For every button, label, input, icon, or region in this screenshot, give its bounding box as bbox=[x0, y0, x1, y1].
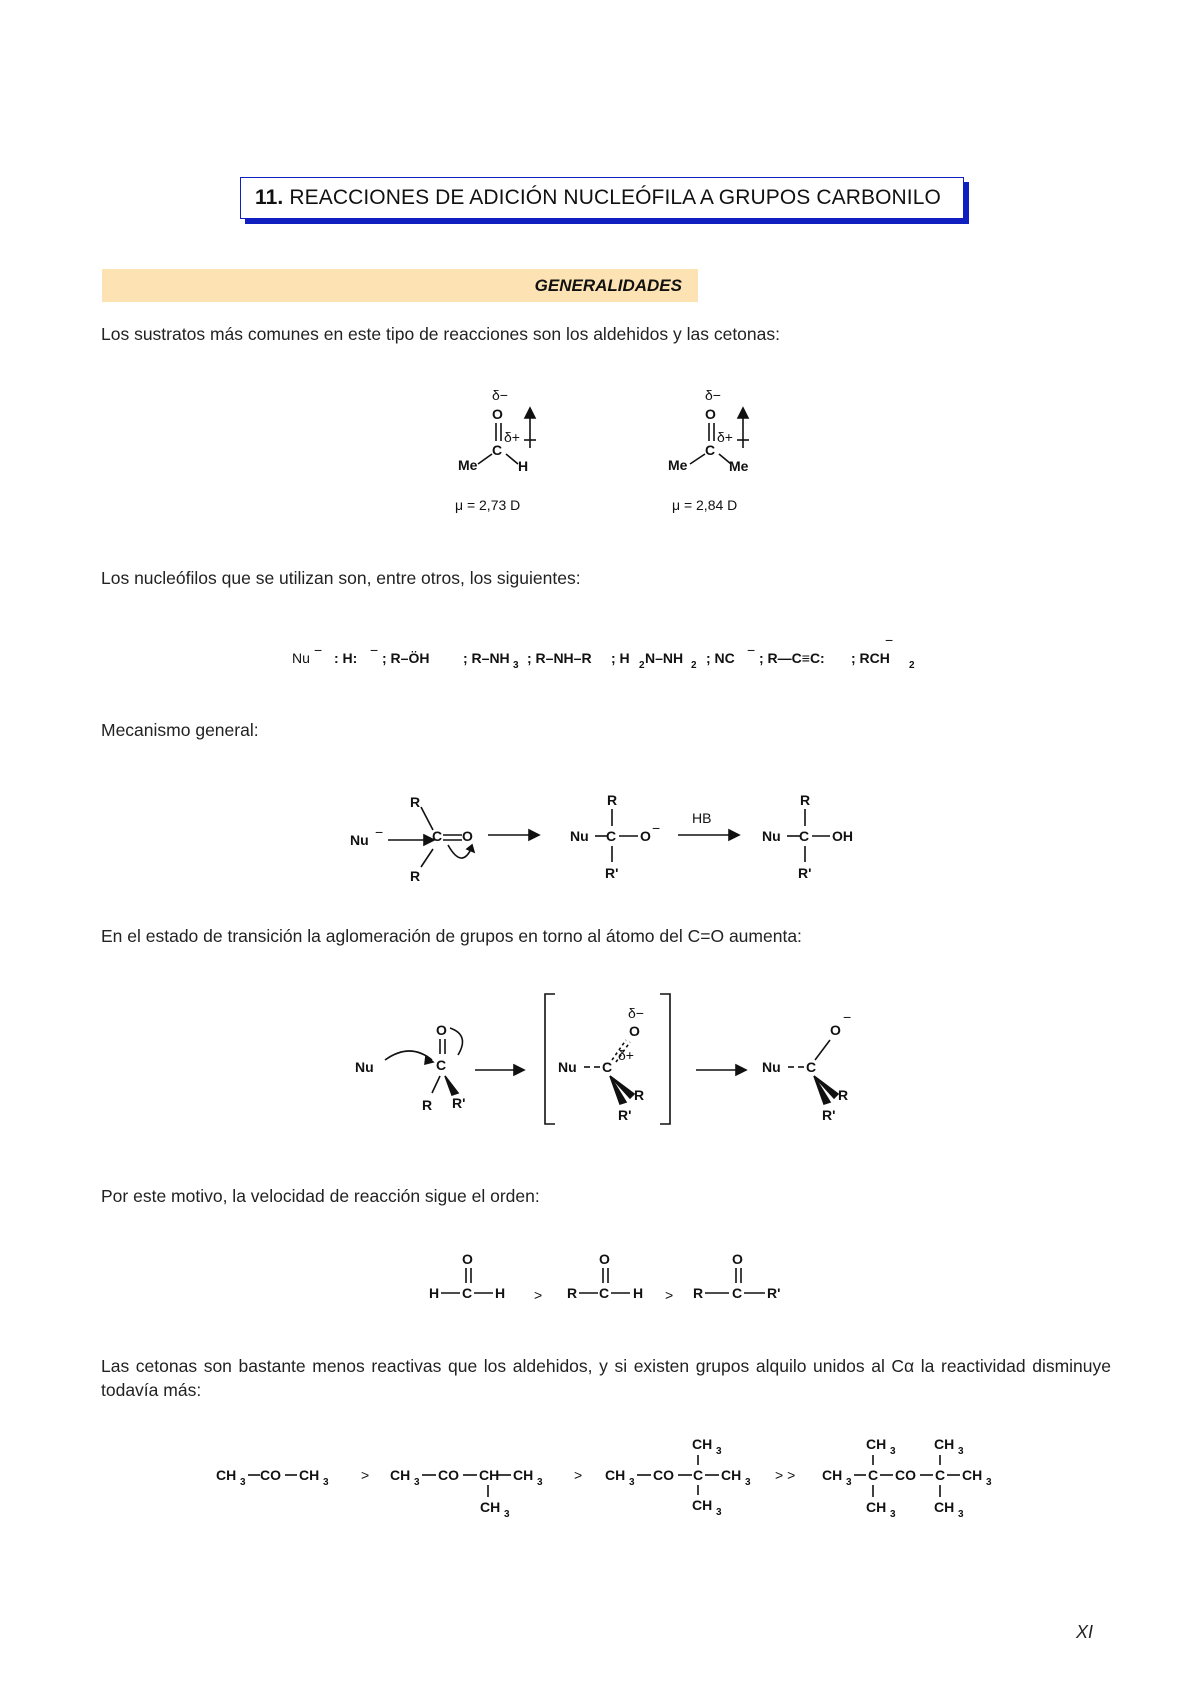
svg-text:3: 3 bbox=[716, 1446, 722, 1457]
oxygen-label: O bbox=[492, 406, 503, 422]
delta-minus-label: δ− bbox=[492, 387, 508, 403]
nucleophile-amine: ; R–NH bbox=[463, 650, 510, 666]
nucleophile-acetylide: ; R—C≡C: bbox=[759, 650, 825, 666]
paragraph-nucleophiles: Los nucleófilos que se utilizan son, entre otros, los siguientes: bbox=[101, 568, 581, 588]
svg-text:>: > bbox=[534, 1287, 543, 1303]
svg-text:3: 3 bbox=[513, 660, 519, 671]
aldehyde-ketone-order bbox=[0, 1245, 1200, 1305]
svg-text:CH: CH bbox=[299, 1467, 320, 1483]
svg-text:O: O bbox=[830, 1022, 841, 1038]
alkoxide-oxygen: O bbox=[640, 828, 651, 844]
nu-label: Nu bbox=[350, 832, 369, 848]
svg-text:3: 3 bbox=[958, 1446, 964, 1457]
section-heading bbox=[102, 269, 698, 302]
svg-text:CO: CO bbox=[895, 1467, 916, 1483]
svg-text:C: C bbox=[436, 1057, 447, 1073]
general-mechanism bbox=[0, 785, 1200, 885]
svg-text:R': R' bbox=[798, 865, 812, 881]
nucleophile-list bbox=[0, 632, 1200, 675]
dipole-moment: μ = 2,84 D bbox=[672, 497, 738, 513]
svg-text:2: 2 bbox=[639, 660, 645, 671]
ketone-reactivity-series bbox=[0, 1425, 1200, 1525]
svg-text:O: O bbox=[629, 1023, 640, 1039]
svg-text:δ−: δ− bbox=[628, 1005, 644, 1021]
right-substituent: Me bbox=[729, 458, 749, 474]
svg-text:CH: CH bbox=[692, 1436, 713, 1452]
svg-text:C: C bbox=[606, 828, 617, 844]
svg-text:>: > bbox=[574, 1467, 583, 1483]
svg-text:Nu: Nu bbox=[558, 1059, 577, 1075]
dipole-scheme bbox=[0, 380, 1200, 520]
svg-text:CH: CH bbox=[513, 1467, 534, 1483]
right-substituent: H bbox=[518, 458, 529, 474]
svg-text:CO: CO bbox=[653, 1467, 674, 1483]
svg-text:Nu: Nu bbox=[762, 1059, 781, 1075]
svg-text:2: 2 bbox=[909, 660, 915, 671]
svg-text:CH: CH bbox=[934, 1436, 955, 1452]
svg-text:CH: CH bbox=[962, 1467, 983, 1483]
svg-text:−: − bbox=[314, 642, 323, 658]
dipole-moment: μ = 2,73 D bbox=[455, 497, 521, 513]
nucleophile-hydride: : H: bbox=[334, 650, 358, 666]
svg-text:δ+: δ+ bbox=[618, 1047, 634, 1063]
svg-text:Nu: Nu bbox=[355, 1059, 374, 1075]
svg-text:−: − bbox=[652, 820, 661, 836]
page-number: XI bbox=[1076, 1622, 1094, 1642]
carbon-label: C bbox=[705, 442, 716, 458]
svg-text:3: 3 bbox=[846, 1477, 852, 1488]
nucleophile-hydrazine: N–NH bbox=[645, 650, 684, 666]
carbonyl-oxygen: O bbox=[462, 828, 473, 844]
svg-text:CH: CH bbox=[822, 1467, 843, 1483]
acid-label: HB bbox=[692, 810, 712, 826]
svg-text:C: C bbox=[868, 1467, 879, 1483]
svg-text:H: H bbox=[429, 1285, 440, 1301]
svg-text:R: R bbox=[607, 792, 618, 808]
svg-text:R: R bbox=[567, 1285, 578, 1301]
svg-text:CH: CH bbox=[721, 1467, 742, 1483]
svg-text:C: C bbox=[799, 828, 810, 844]
svg-text:CH: CH bbox=[605, 1467, 626, 1483]
svg-text:3: 3 bbox=[414, 1477, 420, 1488]
svg-text:R': R' bbox=[767, 1285, 781, 1301]
svg-text:−: − bbox=[843, 1009, 852, 1025]
svg-text:O: O bbox=[599, 1251, 610, 1267]
svg-text:CH: CH bbox=[934, 1499, 955, 1515]
section-heading-text: GENERALIDADES bbox=[534, 275, 682, 295]
nucleophile-carbanion: ; RCH bbox=[851, 650, 890, 666]
svg-text:−: − bbox=[885, 632, 894, 648]
svg-text:CH: CH bbox=[479, 1467, 500, 1483]
svg-text:CH: CH bbox=[390, 1467, 411, 1483]
svg-text:−: − bbox=[747, 642, 756, 658]
svg-text:−: − bbox=[370, 642, 379, 658]
svg-text:CH: CH bbox=[216, 1467, 237, 1483]
delta-plus-label: δ+ bbox=[717, 429, 733, 445]
left-substituent: Me bbox=[458, 457, 478, 473]
svg-text:H: H bbox=[495, 1285, 506, 1301]
svg-text:CH: CH bbox=[866, 1499, 887, 1515]
svg-text:C: C bbox=[602, 1059, 613, 1075]
chapter-title bbox=[240, 177, 964, 219]
svg-text:3: 3 bbox=[986, 1477, 992, 1488]
transition-state-scheme bbox=[0, 990, 1200, 1130]
svg-text:3: 3 bbox=[745, 1477, 751, 1488]
svg-text:R: R bbox=[634, 1087, 645, 1103]
svg-text:CH: CH bbox=[480, 1499, 501, 1515]
svg-text:2: 2 bbox=[691, 660, 697, 671]
left-substituent: Me bbox=[668, 457, 688, 473]
svg-text:−: − bbox=[375, 824, 384, 840]
svg-text:R': R' bbox=[618, 1107, 632, 1123]
svg-text:3: 3 bbox=[890, 1509, 896, 1520]
svg-text:O: O bbox=[462, 1251, 473, 1267]
nucleophile-alcohol: ; R–ÖH bbox=[382, 650, 430, 666]
svg-text:CO: CO bbox=[438, 1467, 459, 1483]
svg-text:R': R' bbox=[822, 1107, 836, 1123]
paragraph-ketones: Las cetonas son bastante menos reactivas que los aldehidos, y si existen grupos alquilo unidos al Cα la reactividad disminuye todavía más: bbox=[101, 1356, 1111, 1400]
svg-text:3: 3 bbox=[890, 1446, 896, 1457]
svg-text:C: C bbox=[732, 1285, 743, 1301]
carbon-label: C bbox=[492, 442, 503, 458]
svg-text:R: R bbox=[422, 1097, 433, 1113]
hydroxyl-label: OH bbox=[832, 828, 853, 844]
paragraph-rate-order: Por este motivo, la velocidad de reacción sigue el orden: bbox=[101, 1186, 540, 1206]
svg-text:Nu: Nu bbox=[570, 828, 589, 844]
delta-minus-label: δ− bbox=[705, 387, 721, 403]
paragraph-substrates: Los sustratos más comunes en este tipo de reacciones son los aldehidos y las cetonas: bbox=[101, 324, 780, 344]
svg-text:3: 3 bbox=[716, 1507, 722, 1518]
nucleophile-hydrazine-h: ; H bbox=[611, 650, 630, 666]
svg-text:3: 3 bbox=[629, 1477, 635, 1488]
aldehyde-dipole bbox=[455, 387, 536, 513]
svg-text:CH: CH bbox=[692, 1497, 713, 1513]
carbonyl-carbon: C bbox=[432, 828, 443, 844]
svg-text:R: R bbox=[693, 1285, 704, 1301]
svg-text:3: 3 bbox=[240, 1477, 246, 1488]
ketone-dipole bbox=[668, 387, 749, 513]
nu-label: Nu bbox=[292, 650, 310, 666]
svg-text:3: 3 bbox=[958, 1509, 964, 1520]
svg-text:> >: > > bbox=[775, 1467, 796, 1483]
svg-text:R: R bbox=[800, 792, 811, 808]
svg-text:Nu: Nu bbox=[762, 828, 781, 844]
chapter-title-text: REACCIONES DE ADICIÓN NUCLEÓFILA A GRUPOS CARBONILO bbox=[289, 186, 941, 209]
svg-text:R: R bbox=[410, 794, 421, 810]
chapter-number: 11. bbox=[255, 186, 284, 209]
oxygen-label: O bbox=[705, 406, 716, 422]
nucleophile-cyanide: ; NC bbox=[706, 650, 735, 666]
svg-text:C: C bbox=[462, 1285, 473, 1301]
svg-text:>: > bbox=[361, 1467, 370, 1483]
paragraph-mechanism: Mecanismo general: bbox=[101, 720, 259, 740]
svg-text:H: H bbox=[633, 1285, 644, 1301]
svg-text:>: > bbox=[665, 1287, 674, 1303]
svg-text:CO: CO bbox=[260, 1467, 281, 1483]
svg-text:R: R bbox=[838, 1087, 849, 1103]
paragraph-transition-state: En el estado de transición la aglomeración de grupos en torno al átomo del C=O aumenta: bbox=[101, 926, 802, 946]
svg-text:3: 3 bbox=[537, 1477, 543, 1488]
svg-text:C: C bbox=[806, 1059, 817, 1075]
svg-text:C: C bbox=[693, 1467, 704, 1483]
svg-text:R': R' bbox=[452, 1095, 466, 1111]
svg-text:CH: CH bbox=[866, 1436, 887, 1452]
svg-text:3: 3 bbox=[323, 1477, 329, 1488]
svg-text:C: C bbox=[935, 1467, 946, 1483]
svg-text:3: 3 bbox=[504, 1509, 510, 1520]
svg-text:O: O bbox=[436, 1022, 447, 1038]
svg-text:O: O bbox=[732, 1251, 743, 1267]
svg-text:C: C bbox=[599, 1285, 610, 1301]
svg-text:R': R' bbox=[605, 865, 619, 881]
nucleophile-secondary-amine: ; R–NH–R bbox=[527, 650, 592, 666]
svg-text:R: R bbox=[410, 868, 421, 884]
delta-plus-label: δ+ bbox=[504, 429, 520, 445]
